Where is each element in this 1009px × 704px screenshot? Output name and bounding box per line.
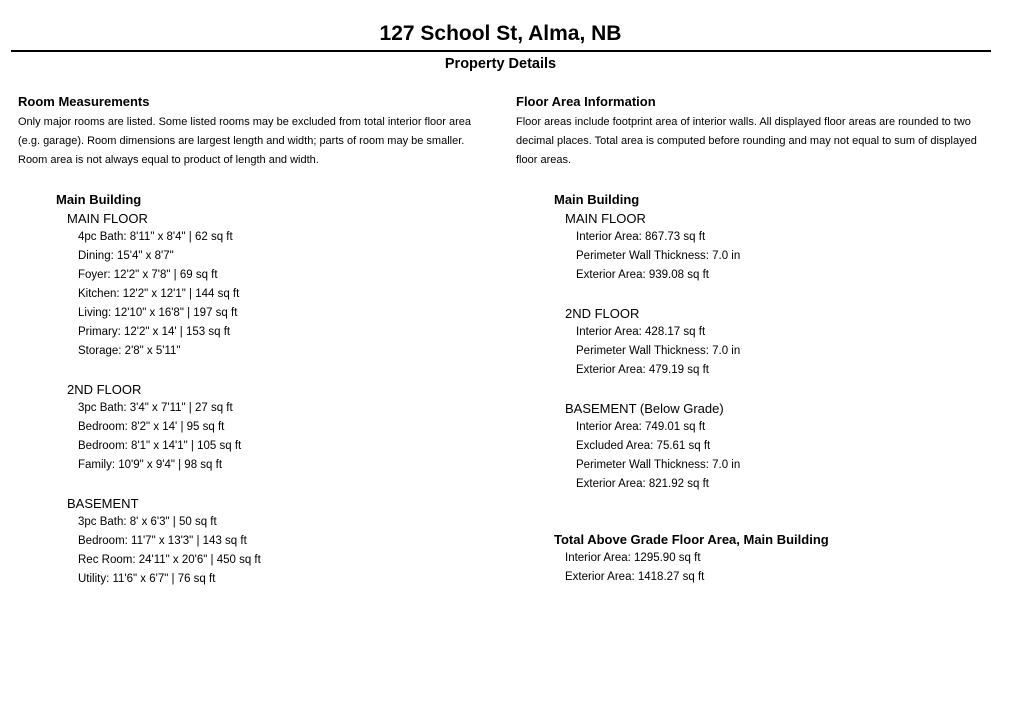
total-area-heading: Total Above Grade Floor Area, Main Building xyxy=(554,532,829,547)
room-item: Bedroom: 8'1" x 14'1" | 105 sq ft xyxy=(78,440,242,452)
floor-heading: MAIN FLOOR xyxy=(67,211,148,226)
room-item: 3pc Bath: 8' x 6'3" | 50 sq ft xyxy=(78,516,217,528)
room-measurements-description: Only major rooms are listed. Some listed rooms may be excluded from total interior floor area (e.g. garage). Room dimensions are largest length and width; parts of room may be smaller. Room area is not always equal to product of length and width. xyxy=(18,116,472,166)
floor-heading: BASEMENT xyxy=(67,496,139,511)
room-item: Dining: 15'4" x 8'7" xyxy=(78,250,174,262)
floor-heading: 2ND FLOOR xyxy=(565,306,640,321)
area-item: Perimeter Wall Thickness: 7.0 in xyxy=(576,459,741,471)
building-name: Main Building xyxy=(554,192,640,207)
area-item: Excluded Area: 75.61 sq ft xyxy=(576,440,711,452)
area-item: Exterior Area: 939.08 sq ft xyxy=(576,269,709,281)
area-item: Interior Area: 428.17 sq ft xyxy=(576,326,706,338)
room-item: 4pc Bath: 8'11" x 8'4" | 62 sq ft xyxy=(78,231,233,243)
floor-heading: 2ND FLOOR xyxy=(67,382,142,397)
page-subtitle: Property Details xyxy=(444,56,557,72)
room-item: Family: 10'9" x 9'4" | 98 sq ft xyxy=(78,459,223,471)
total-interior-area: Interior Area: 1295.90 sq ft xyxy=(565,552,701,564)
area-item: Interior Area: 867.73 sq ft xyxy=(576,231,706,243)
area-item: Exterior Area: 821.92 sq ft xyxy=(576,478,709,490)
room-item: Bedroom: 8'2" x 14' | 95 sq ft xyxy=(78,421,225,433)
room-item: Kitchen: 12'2" x 12'1" | 144 sq ft xyxy=(78,288,240,300)
building-name: Main Building xyxy=(56,192,142,207)
room-measurements-heading: Room Measurements xyxy=(18,94,150,109)
room-item: Utility: 11'6" x 6'7" | 76 sq ft xyxy=(78,573,216,585)
floor-area-heading: Floor Area Information xyxy=(516,94,656,109)
room-item: Primary: 12'2" x 14' | 153 sq ft xyxy=(78,326,231,338)
area-item: Perimeter Wall Thickness: 7.0 in xyxy=(576,250,741,262)
room-item: Foyer: 12'2" x 7'8" | 69 sq ft xyxy=(78,269,218,281)
room-measurements-section xyxy=(18,94,490,589)
page-title: 127 School St, Alma, NB xyxy=(379,22,622,45)
area-item: Exterior Area: 479.19 sq ft xyxy=(576,364,709,376)
area-item: Perimeter Wall Thickness: 7.0 in xyxy=(576,345,741,357)
floor-heading: MAIN FLOOR xyxy=(565,211,646,226)
room-item: Bedroom: 11'7" x 13'3" | 143 sq ft xyxy=(78,535,247,547)
floor-area-section xyxy=(516,94,998,587)
floor-heading: BASEMENT (Below Grade) xyxy=(565,401,724,416)
room-item: Storage: 2'8" x 5'11" xyxy=(78,345,181,357)
room-item: Living: 12'10" x 16'8" | 197 sq ft xyxy=(78,307,238,319)
room-item: 3pc Bath: 3'4" x 7'11" | 27 sq ft xyxy=(78,402,233,414)
room-item: Rec Room: 24'11" x 20'6" | 450 sq ft xyxy=(78,554,261,566)
title-divider xyxy=(11,50,991,52)
area-item: Interior Area: 749.01 sq ft xyxy=(576,421,706,433)
floor-area-description: Floor areas include footprint area of interior walls. All displayed floor areas are rounded to two decimal places. Total area is computed before rounding and may not equal to sum of displayed floor areas. xyxy=(516,116,977,166)
total-exterior-area: Exterior Area: 1418.27 sq ft xyxy=(565,571,705,583)
